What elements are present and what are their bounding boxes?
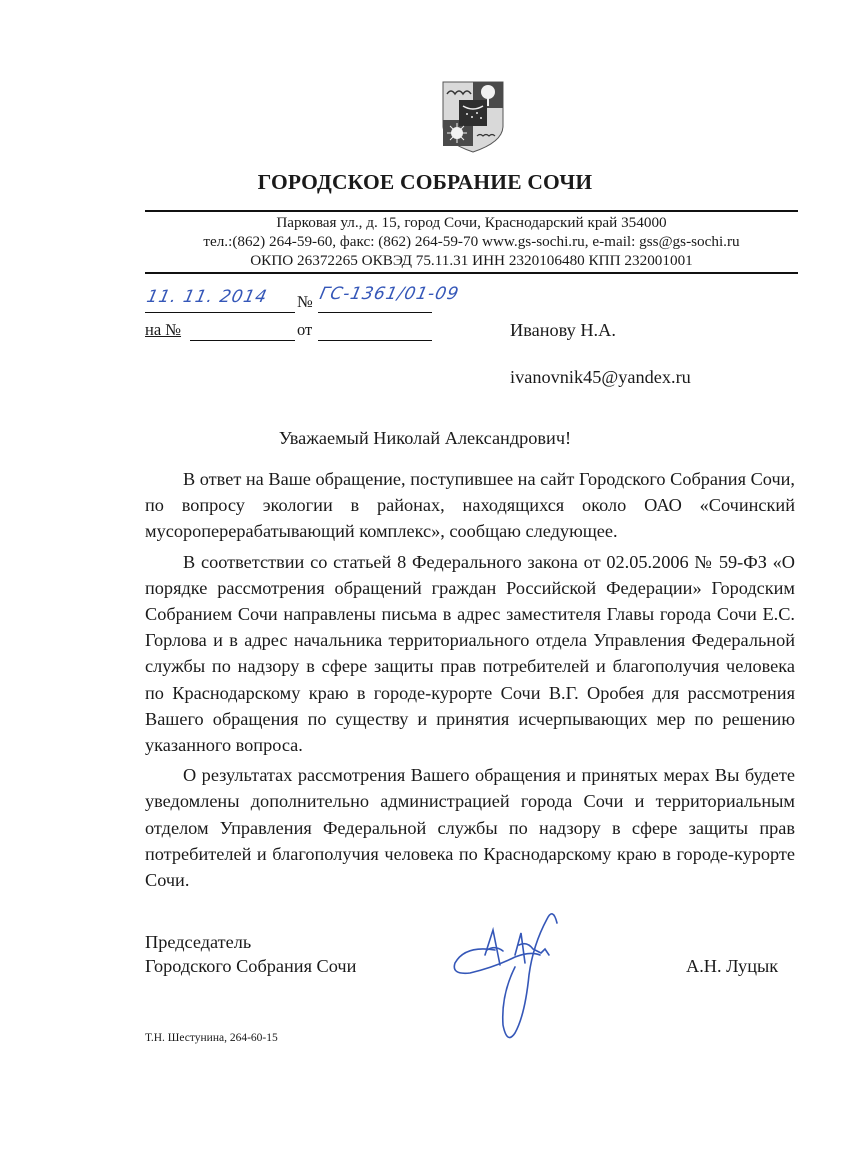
header-divider-bottom — [145, 272, 798, 274]
header-divider-top — [145, 210, 798, 212]
registration-codes-line: ОКПО 26372265 ОКВЭД 75.11.31 ИНН 2320106480 КПП 232001001 — [250, 252, 693, 269]
from-label: от — [297, 320, 313, 339]
salutation: Уважаемый Николай Александрович! — [278, 428, 572, 448]
paragraph-response-intro: В ответ на Ваше обращение, поступившее на сайт Городского Собрания Сочи, по вопросу экологии в районах, находящихся около ОАО «Сочинский мусороперерабатывающий комплекс», сообщаю следующее. — [145, 469, 795, 542]
number-label: № — [297, 292, 313, 311]
in-reply-number-field — [190, 318, 295, 341]
address-line: Парковая ул., д. 15, город Сочи, Краснодарский край 354000 — [276, 214, 667, 231]
letter-body — [145, 466, 795, 897]
handwritten-number: ГС-1361/01-09 — [317, 284, 462, 304]
paragraph-legal-basis: В соответствии со статьей 8 Федерального закона от 02.05.2006 № 59-ФЗ «О порядке рассмотрения обращений граждан Российской Федерации» Городским Собранием Сочи направлены письма в адрес заместителя Главы города Сочи Е.С. Горлова и в адрес начальника территориального отдела Управления Федеральной службы по надзору в сфере защиты прав потребителей и благополучия человека по Краснодарскому краю в городе-курорте Сочи В.Г. Оробея для рассмотрения Вашего обращения по существу и принятия исчерпывающих мер по решению указанного вопроса. — [145, 551, 795, 756]
executor-contact: Т.Н. Шестунина, 264-60-15 — [145, 1032, 278, 1044]
contacts-line: тел.:(862) 264-59-60, факс: (862) 264-59-70 www.gs-sochi.ru, e-mail: gss@gs-sochi.ru — [203, 233, 740, 250]
organization-title: ГОРОДСКОЕ СОБРАНИЕ СОЧИ — [257, 170, 593, 194]
outgoing-date-field — [145, 284, 295, 313]
outgoing-number-field — [317, 284, 462, 313]
in-reply-date-field — [318, 318, 432, 341]
in-reply-label: на № — [145, 320, 182, 339]
recipient-email: ivanovnik45@yandex.ru — [510, 367, 691, 387]
signer-name: А.Н. Луцык — [686, 956, 779, 976]
coat-of-arms-emblem-icon — [441, 80, 505, 154]
handwritten-date: 11. 11. 2014 — [144, 287, 270, 307]
recipient-name: Иванову Н.А. — [510, 320, 616, 340]
paragraph-notification: О результатах рассмотрения Вашего обращения и принятых мерах Вы будете уведомлены дополнительно администрацией города Сочи и территориальным отделом Управления Федеральной службы по надзору в сфере защиты прав потребителей и благополучия человека по Краснодарскому краю в городе-курорте Сочи. — [145, 765, 795, 891]
signer-position-line2: Городского Собрания Сочи — [145, 956, 357, 976]
handwritten-signature-icon — [445, 905, 585, 1045]
signer-position-line1: Председатель — [145, 932, 252, 952]
